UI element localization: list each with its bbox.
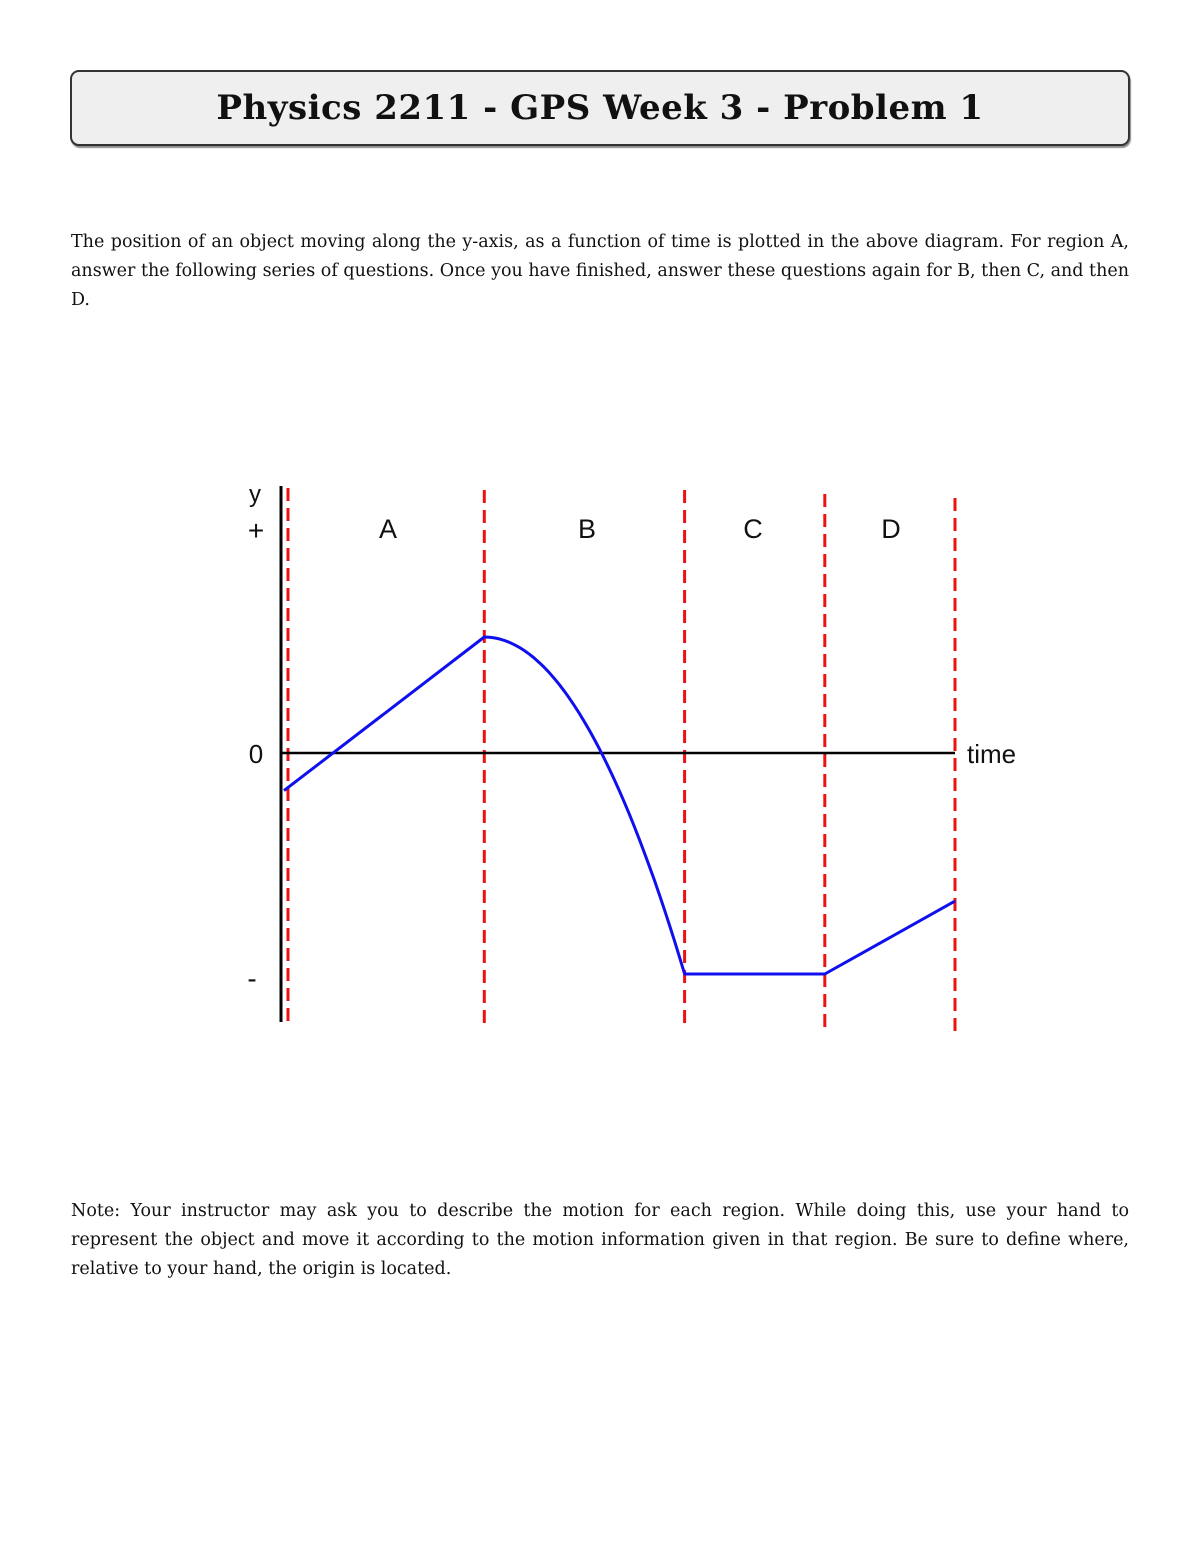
position-curve (284, 637, 955, 974)
region-label-a: A (378, 514, 398, 544)
y-tick-minus: - (247, 963, 257, 994)
intro-paragraph: The position of an object moving along the y-axis, as a function of time is plotted in the above diagram. For region A, answer the following series of questions. Once you have finished, answer these questions again for B, then C, and then D. (71, 232, 1129, 310)
page-title: Physics 2211 - GPS Week 3 - Problem 1 (216, 88, 984, 128)
y-tick-plus: + (247, 515, 265, 546)
region-label-b: B (577, 514, 597, 544)
y-tick-zero: 0 (248, 739, 264, 769)
region-boundaries (288, 488, 955, 1032)
title-box (70, 70, 1130, 146)
time-axis-label: time (967, 739, 1017, 769)
y-axis-label: y (249, 481, 261, 508)
region-label-d: D (881, 514, 901, 544)
region-label-c: C (743, 514, 763, 544)
note-paragraph: Note: Your instructor may ask you to describe the motion for each region. While doing this, use your hand to represent the object and move it according to the motion information given in that region. Be sure to define where, relative to your hand, the origin is located. (71, 1201, 1129, 1279)
